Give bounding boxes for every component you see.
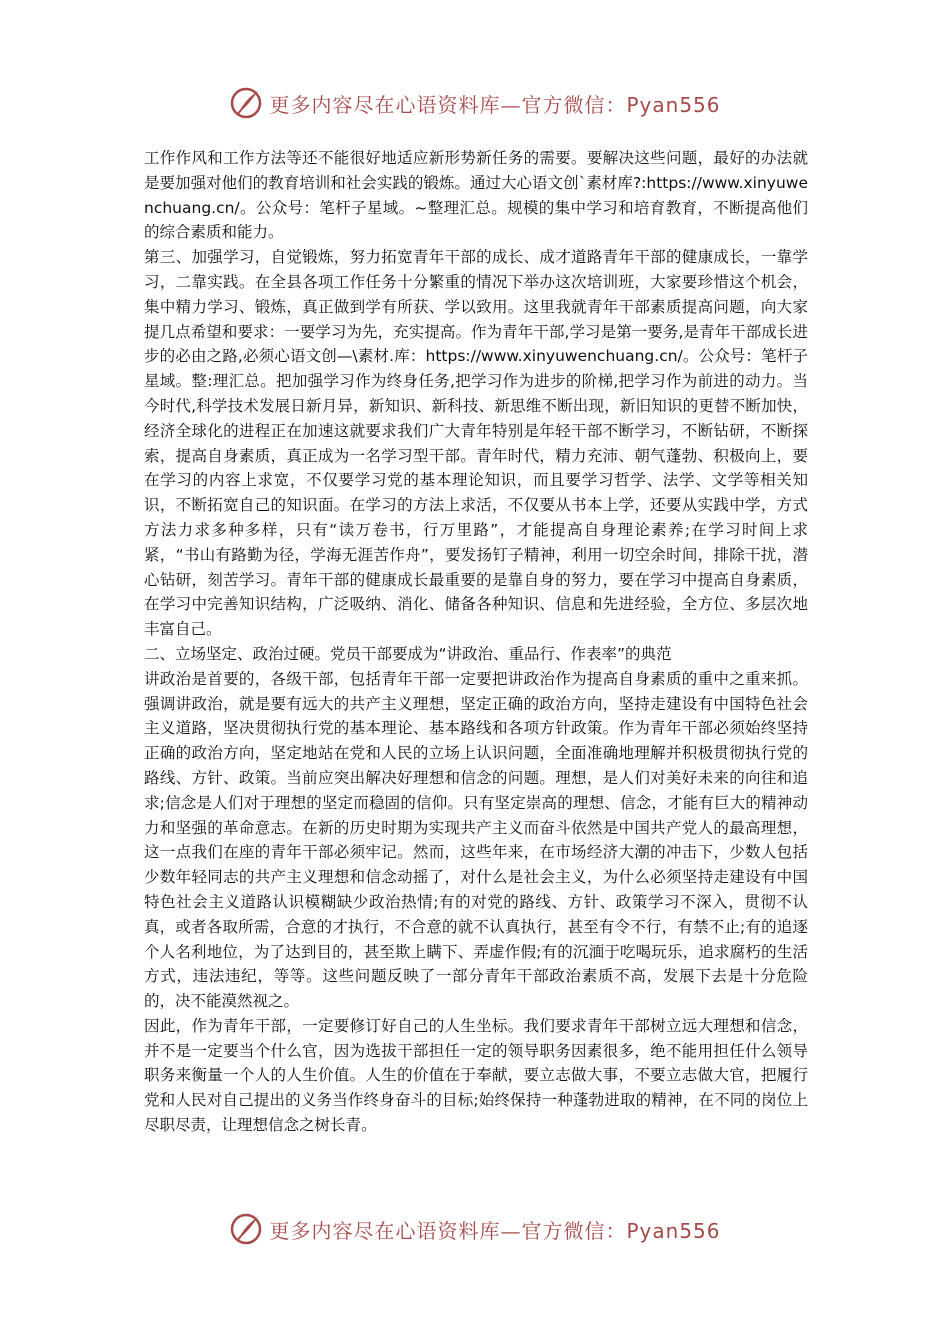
footer-banner xyxy=(0,1212,950,1246)
banner-text: 更多内容尽在心语资料库—官方微信：Pyan556 xyxy=(269,1218,721,1243)
banner-contact: Pyan556 xyxy=(626,92,721,117)
quill-pen-logo-icon xyxy=(229,1212,263,1246)
banner-contact: Pyan556 xyxy=(626,1218,721,1243)
banner-text: 更多内容尽在心语资料库—官方微信：Pyan556 xyxy=(269,92,721,117)
paragraph: 讲政治是首要的，各级干部，包括青年干部一定要把讲政治作为提高自身素质的重中之重来抓。强调讲政治，就是要有远大的共产主义理想，坚定正确的政治方向，坚持走建设有中国特色社会主义道路，坚决贯彻执行党的基本理论、基本路线和各项方针政策。作为青年干部必须始终坚持正确的政治方向，坚定地站在党和人民的立场上认识问题，全面准确地理解并积极贯彻执行党的路线、方针、政策。当前应突出解决好理想和信念的问题。理想，是人们对美好未来的向往和追求;信念是人们对于理想的坚定而稳固的信仰。只有坚定崇高的理想、信念，才能有巨大的精神动力和坚强的革命意志。在新的历史时期为实现共产主义而奋斗依然是中国共产党人的最高理想，这一点我们在座的青年干部必须牢记。然而，这些年来，在市场经济大潮的冲击下，少数人包括少数年轻同志的共产主义理想和信念动摇了，对什么是社会主义，为什么必须坚持走建设有中国特色社会主义道路认识模糊缺少政治热情;有的对党的路线、方针、政策学习不深入，贯彻不认真，或者各取所需，合意的才执行，不合意的就不认真执行，甚至有令不行，有禁不止;有的追逐个人名利地位，为了达到目的，甚至欺上瞒下、弄虚作假;有的沉湎于吃喝玩乐，追求腐朽的生活方式，违法违纪，等等。这些问题反映了一部分青年干部政治素质不高，发展下去是十分危险的，决不能漠然视之。 xyxy=(144,669,808,1011)
paragraph: 因此，作为青年干部，一定要修订好自己的人生坐标。我们要求青年干部树立远大理想和信念，并不是一定要当个什么官，因为选拔干部担任一定的领导职务因素很多，绝不能用担任什么领导职务来衡量一个人的人生价值。人生的价值在于奉献，要立志做大事，不要立志做大官，把履行党和人民对自己提出的义务当作终身奋斗的目标;始终保持一种蓬勃进取的精神，在不同的岗位上尽职尽责，让理想信念之树长青。 xyxy=(144,1016,808,1135)
quill-pen-logo-icon xyxy=(229,86,263,120)
paragraph: 工作作风和工作方法等还不能很好地适应新形势新任务的需要。要解决这些问题，最好的办法就是要加强对他们的教育培训和社会实践的锻炼。通过大心语文创`素材库?:https://www.xinyuwenchuang.cn/。公众号：笔杆子星域。~整理汇总。规模的集中学习和培育教育，不断提高他们的综合素质和能力。 xyxy=(144,149,808,242)
document-body xyxy=(144,146,808,1138)
header-banner xyxy=(0,86,950,120)
paragraph: 第三、加强学习，自觉锻炼，努力拓宽青年干部的成长、成才道路青年干部的健康成长，一靠学习，二靠实践。在全县各项工作任务十分繁重的情况下举办这次培训班，大家要珍惜这个机会，集中精力学习、锻炼，真正做到学有所获、学以致用。这里我就青年干部素质提高问题，向大家提几点希望和要求：一要学习为先，充实提高。作为青年干部,学习是第一要务,是青年干部成长进步的必由之路,必须心语文创—\素材.库：https://www.xinyuwenchuang.cn/。公众号：笔杆子星域。整:理汇总。把加强学习作为终身任务,把学习作为进步的阶梯,把学习作为前进的动力。当今时代,科学技术发展日新月异，新知识、新科技、新思维不断出现，新旧知识的更替不断加快，经济全球化的进程正在加速这就要求我们广大青年特别是年轻干部不断学习，不断钻研，不断探索，提高自身素质，真正成为一名学习型干部。青年时代，精力充沛、朝气蓬勃、积极向上，要在学习的内容上求宽，不仅要学习党的基本理论知识，而且要学习哲学、法学、文学等相关知识，不断拓宽自己的知识面。在学习的方法上求活，不仅要从书本上学，还要从实践中学，方式方法力求多种多样，只有“读万卷书，行万里路”，才能提高自身理论素养;在学习时间上求紧，“书山有路勤为径，学海无涯苦作舟”，要发扬钉子精神，利用一切空余时间，排除干扰，潜心钻研，刻苦学习。青年干部的健康成长最重要的是靠自身的努力，要在学习中提高自身素质，在学习中完善知识结构，广泛吸纳、消化、储备各种知识、信息和先进经验，全方位、多层次地丰富自己。 xyxy=(144,248,808,639)
section-heading: 二、立场坚定、政治过硬。党员干部要成为“讲政治、重品行、作表率”的典范 xyxy=(144,644,672,663)
